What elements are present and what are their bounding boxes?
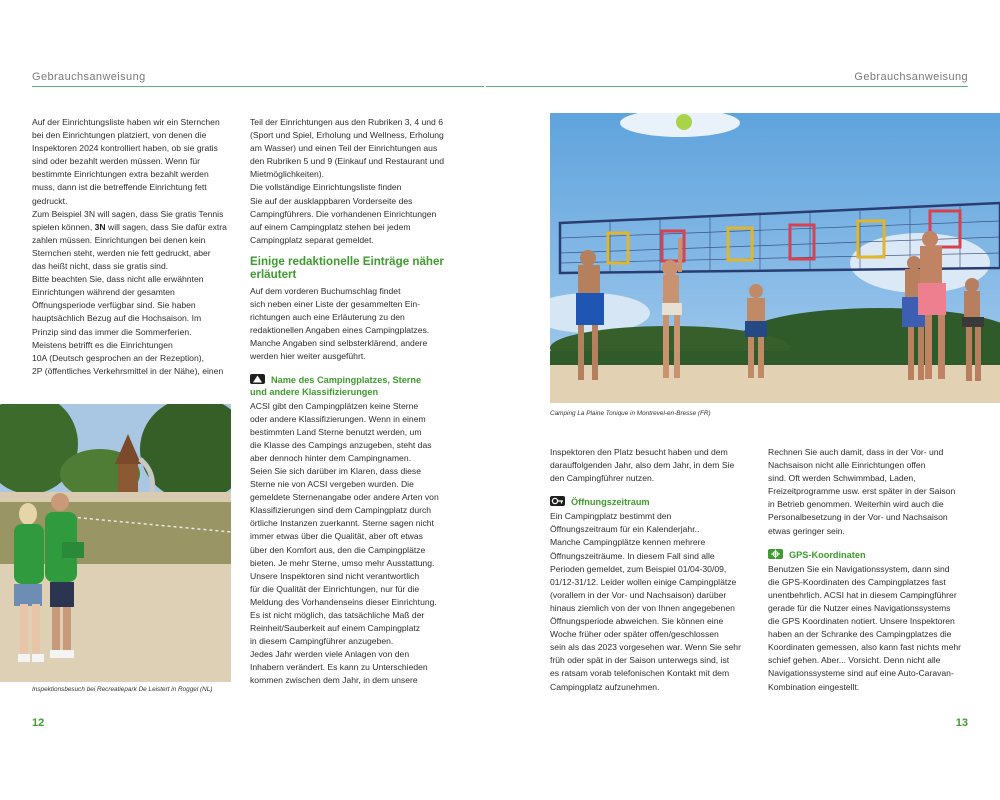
text-line: für die Qualität der Einrichtungen, nur für die bbox=[250, 583, 420, 594]
text-line: Sie auf der ausklappbaren Vorderseite des bbox=[250, 195, 413, 206]
example-line-2: spielen können, 3N will sagen, dass Sie dafür extra bbox=[32, 221, 227, 232]
page-number-right: 13 bbox=[955, 717, 968, 729]
facilities-paragraph bbox=[32, 234, 237, 378]
running-head-left: Gebrauchsanweisung bbox=[32, 71, 146, 83]
text-line: in diesem Campingführer anzugeben. bbox=[250, 636, 394, 647]
text-line: 01/12-31/12. Leider wollen einige Campingplätze bbox=[550, 576, 737, 587]
text-line: Prinzip sind das immer die Sommerferien. bbox=[32, 326, 192, 337]
text-line: ACSI gibt den Campingplätzen keine Sterne bbox=[250, 400, 419, 411]
text-line: Es ist nicht möglich, das tatsächliche Maß der bbox=[250, 610, 425, 620]
triangle-icon bbox=[250, 374, 265, 384]
intro-paragraph bbox=[32, 116, 237, 208]
text-line: Meistens betrifft es die Einrichtungen bbox=[32, 339, 173, 350]
bold-example-code: 3N bbox=[94, 221, 106, 232]
text-line: Woche früher oder später offen/geschlossen bbox=[550, 629, 719, 640]
text-line: Sterne nie von ACSI vergeben wurden. Die bbox=[250, 479, 414, 490]
text-line: am Wasser) und einen Teil der Einrichtungen aus bbox=[250, 143, 438, 154]
text-line: Seien Sie sich darüber im Klaren, dass diese bbox=[250, 465, 422, 476]
text-line: Sternchen steht, werden nie fett gedruckt, aber bbox=[32, 247, 211, 258]
text-line: richtungen auch eine Erläuterung zu den bbox=[250, 312, 405, 323]
text-line: hauptsächlich Bezug auf die Hochsaison. Im bbox=[32, 313, 202, 324]
text-line: Campingplatz separat gemeldet. bbox=[250, 234, 374, 245]
text-line: 10A (Deutsch gesprochen an der Rezeption), bbox=[32, 352, 204, 363]
photo-caption-left: Inspektionsbesuch bei Recreatiepark De Leistert in Roggel (NL) bbox=[32, 686, 213, 693]
text-line: Öffnungsperiode abweichen. Sie können eine bbox=[550, 616, 724, 627]
text-line: bestimmten Land Sterne benutzt werden, um bbox=[250, 426, 422, 437]
text-line: werden hier weiter ausgeführt. bbox=[250, 351, 366, 362]
text-line: den Campingführer nutzen. bbox=[550, 473, 655, 484]
example-line-1: Zum Beispiel 3N will sagen, dass Sie gratis Tennis bbox=[32, 208, 224, 219]
column-4 bbox=[768, 446, 983, 694]
text-line: sich neben einer Liste der gesammelten Ein- bbox=[250, 299, 421, 310]
text-line: Teil der Einrichtungen aus den Rubriken 3, 4 und 6 bbox=[250, 117, 444, 127]
text-line: Auf der Einrichtungsliste haben wir ein Sternchen bbox=[32, 117, 220, 127]
text-line: Perioden gemeldet, zum Beispiel 01/04-30/09, bbox=[550, 563, 727, 574]
text-line: Einrichtungen während der gesamten bbox=[32, 287, 175, 298]
gps-icon bbox=[768, 549, 783, 559]
text-line: die Klasse des Campings anzugeben, steht das bbox=[250, 439, 432, 450]
text-line: Öffnungsperiode verfügbar sind. Sie haben bbox=[32, 300, 196, 311]
text-line: die GPS Koordinaten notiert. Unsere Inspektoren bbox=[768, 616, 955, 627]
text-line: Die vollständige Einrichtungsliste finden bbox=[250, 182, 402, 193]
text-line: Reinheit/Sauberkeit auf einem Campingplatz bbox=[250, 623, 421, 634]
text-line: darauffolgenden Jahr, also dem Jahr, in dem Sie bbox=[550, 460, 735, 471]
text-line: sein als das 2023 vorgesehen war. Wenn Sie sehr bbox=[550, 642, 741, 653]
text-line: Koordinaten gemessen, also kann fast nichts mehr bbox=[768, 642, 961, 653]
text-line: bieten. Je mehr Sterne, umso mehr Ausstattung. bbox=[250, 557, 435, 568]
text-line: früh oder spät in der Saison unterwegs sind, ist bbox=[550, 655, 730, 666]
text-line: Personalbesetzung in der Vor- und Nachsaison bbox=[768, 512, 948, 523]
key-icon bbox=[550, 496, 565, 506]
text-line: Nachsaison nicht alle Einrichtungen offen bbox=[768, 460, 926, 471]
running-head-right: Gebrauchsanweisung bbox=[854, 71, 968, 83]
text-line: Bitte beachten Sie, dass nicht alle erwähnten bbox=[32, 274, 204, 285]
text-line: aber dennoch hinter dem Campingnamen. bbox=[250, 452, 411, 463]
opening-period-paragraph bbox=[550, 510, 760, 693]
text-line: auf einem Campingplatz stehen bei jedem bbox=[250, 221, 411, 232]
section-heading bbox=[250, 255, 460, 281]
text-line: Einige redaktionelle Einträge näher bbox=[250, 254, 444, 268]
facilities-continued-paragraph bbox=[250, 116, 460, 247]
page-number-left: 12 bbox=[32, 717, 45, 729]
text-line: hinaus ziemlich von der von Ihnen angegebenen bbox=[550, 602, 735, 613]
inspection-photo bbox=[0, 404, 231, 682]
text-line: Jedes Jahr werden viele Anlagen von den bbox=[250, 649, 410, 660]
section-paragraph bbox=[250, 285, 460, 364]
gps-paragraph bbox=[768, 563, 983, 694]
text-line: (Sport und Spiel, Erholung und Wellness, Erholung bbox=[250, 130, 444, 141]
text-line: haben an der Schranke des Campingplatzes die bbox=[768, 629, 952, 640]
text-line: 2P (öffentliches Verkehrsmittel in der Nähe), einen bbox=[32, 365, 224, 376]
text-line: Rechnen Sie auch damit, dass in der Vor- und bbox=[768, 447, 944, 457]
text-line: die GPS-Koordinaten des Campingplatzes fast bbox=[768, 576, 946, 587]
column-2 bbox=[250, 116, 460, 688]
text-line: über den Komfort aus, den die Campingplätze bbox=[250, 544, 426, 555]
text-line: gedruckt. bbox=[32, 195, 68, 206]
column-1 bbox=[32, 116, 237, 378]
text-line: Benutzen Sie ein Navigationssystem, dann sind bbox=[768, 563, 950, 574]
text-line: kommen zwischen dem Jahr, in dem unsere bbox=[250, 675, 418, 686]
text-line: Campingführers. Die vorhandenen Einrichtungen bbox=[250, 208, 437, 219]
text-line: Inspektoren den Platz besucht haben und dem bbox=[550, 447, 728, 457]
subheading-opening-period: Öffnungszeitraum bbox=[550, 496, 760, 508]
off-season-paragraph bbox=[768, 446, 983, 538]
text-line: (vorallem in der Vor- und Nachsaison) darüber bbox=[550, 589, 727, 600]
text-line: es ratsam vorab telefonischen Kontakt mit dem bbox=[550, 668, 730, 679]
text-line: Kombination eingestellt. bbox=[768, 681, 860, 692]
inspection-year-paragraph bbox=[550, 446, 760, 485]
text-line: muss, dann ist die betreffende Einrichtung fett bbox=[32, 182, 207, 193]
text-line: oder andere Klassifizierungen. Wenn in einem bbox=[250, 413, 426, 424]
text-line: Mietmöglichkeiten). bbox=[250, 169, 325, 180]
text-line: bestimmte Einrichtungen extra bezahlt werden bbox=[32, 169, 209, 180]
text-line: sind. Oft werden Schwimmbad, Laden, bbox=[768, 473, 916, 484]
photo-caption-right: Camping La Plaine Tonique in Montrevel-en-Bresse (FR) bbox=[550, 410, 711, 417]
column-3 bbox=[550, 446, 760, 694]
text-line: Navigationssysteme sind auf eine Auto-Caravan- bbox=[768, 668, 954, 679]
stars-paragraph bbox=[250, 400, 460, 688]
text-line: örtliche Instanzen zuerkannt. Sterne sagen nicht bbox=[250, 518, 434, 529]
text-line: unentbehrlich. ACSI hat in diesem Campingführer bbox=[768, 589, 957, 600]
text-line: Inspektoren 2024 kontrolliert haben, ob sie gratis bbox=[32, 143, 218, 154]
text-line: Manche Angaben sind selbsterklärend, andere bbox=[250, 338, 428, 349]
text-line: Inhabern verändert. Es kann zu Unterschieden bbox=[250, 662, 428, 673]
text-line: Campingplatz aufzunehmen. bbox=[550, 681, 660, 692]
header-rule-right bbox=[486, 86, 968, 87]
text-line: Freizeitprogramme usw. erst später in der Saison bbox=[768, 486, 956, 497]
text-line: immer etwas über die Qualität, aber oft etwas bbox=[250, 531, 423, 542]
header-rule-left bbox=[32, 86, 484, 87]
text-line: Unsere Inspektoren sind nicht verantwortlich bbox=[250, 570, 420, 581]
text-line: bei den Einrichtungen platziert, von denen die bbox=[32, 130, 207, 141]
text-line: Öffnungszeiträume. In diesem Fall sind alle bbox=[550, 550, 715, 561]
beach-volleyball-photo bbox=[550, 113, 1000, 403]
text-line: Klassifizierungen sind dem Campingplatz durch bbox=[250, 505, 432, 516]
text-line: Meldung des Vorhandenseins dieser Einrichtung. bbox=[250, 596, 437, 607]
subheading-gps: GPS-Koordinaten bbox=[768, 549, 983, 561]
text-line: in Betrieb genommen. Weiterhin wird auch die bbox=[768, 499, 944, 510]
text-line: das heißt nicht, dass sie gratis sind. bbox=[32, 261, 169, 272]
text-line: den Rubriken 5 und 9 (Einkauf und Restaurant und bbox=[250, 156, 444, 167]
text-line: sind oder bezahlt werden müssen. Wenn für bbox=[32, 156, 200, 167]
text-line: zahlen müssen. Einrichtungen bei denen kein bbox=[32, 234, 206, 245]
text-line: redaktionellen Angaben eines Campingplatzes. bbox=[250, 325, 430, 336]
text-line: Ein Campingplatz bestimmt den bbox=[550, 511, 672, 522]
text-line: Manche Campingplätze kennen mehrere bbox=[550, 537, 706, 548]
subheading-name-stars: Name des Campingplatzes, Sterne und andere Klassifizierungen bbox=[250, 374, 422, 397]
text-line: Auf dem vorderen Buchumschlag findet bbox=[250, 285, 401, 296]
text-line: schief gehen. Aber... Vorsicht. Denn nicht alle bbox=[768, 655, 941, 666]
text-line: Öffnungszeitraum für ein Kalenderjahr.. bbox=[550, 524, 700, 535]
text-line: etwas geringer sein. bbox=[768, 525, 845, 536]
text-line: gerade für die Nutzer eines Navigationssystems bbox=[768, 602, 951, 613]
text-line: erläutert bbox=[250, 267, 297, 281]
text-line: gemeldete Sternenangabe oder andere Arten von bbox=[250, 492, 439, 503]
